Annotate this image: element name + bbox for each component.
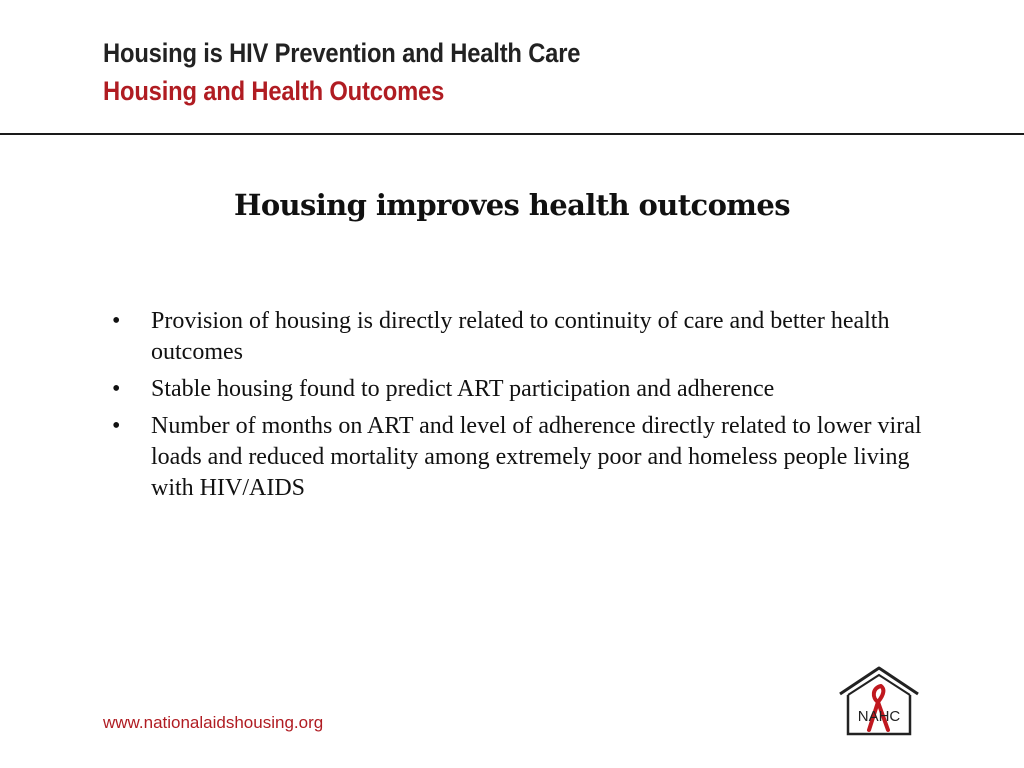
bullet-marker: •	[112, 413, 121, 439]
footer-url-link[interactable]: www.nationalaidshousing.org	[103, 713, 324, 732]
bullet-text: Provision of housing is directly related to continuity of care and better health outcomes	[151, 308, 890, 365]
bullet-item	[112, 411, 942, 504]
bullet-marker: •	[112, 376, 121, 402]
bullet-text: Stable housing found to predict ART participation and adherence	[151, 376, 775, 402]
logo-text: NAHC	[857, 708, 901, 725]
slide-header	[103, 34, 645, 110]
house-with-red-ribbon-icon	[836, 664, 922, 738]
header-title: Housing is HIV Prevention and Health Care	[103, 38, 581, 68]
header-divider	[0, 133, 1024, 135]
header-subtitle: Housing and Health Outcomes	[103, 76, 445, 106]
bullet-marker: •	[112, 308, 121, 334]
bullet-item	[112, 306, 942, 368]
slide-heading: Housing improves health outcomes	[234, 188, 790, 222]
bullet-list	[112, 306, 942, 510]
bullet-text: Number of months on ART and level of adherence directly related to lower viral loads and reduced mortality among extremely poor and homeless people living with HIV/AIDS	[151, 413, 922, 501]
bullet-item	[112, 374, 942, 405]
